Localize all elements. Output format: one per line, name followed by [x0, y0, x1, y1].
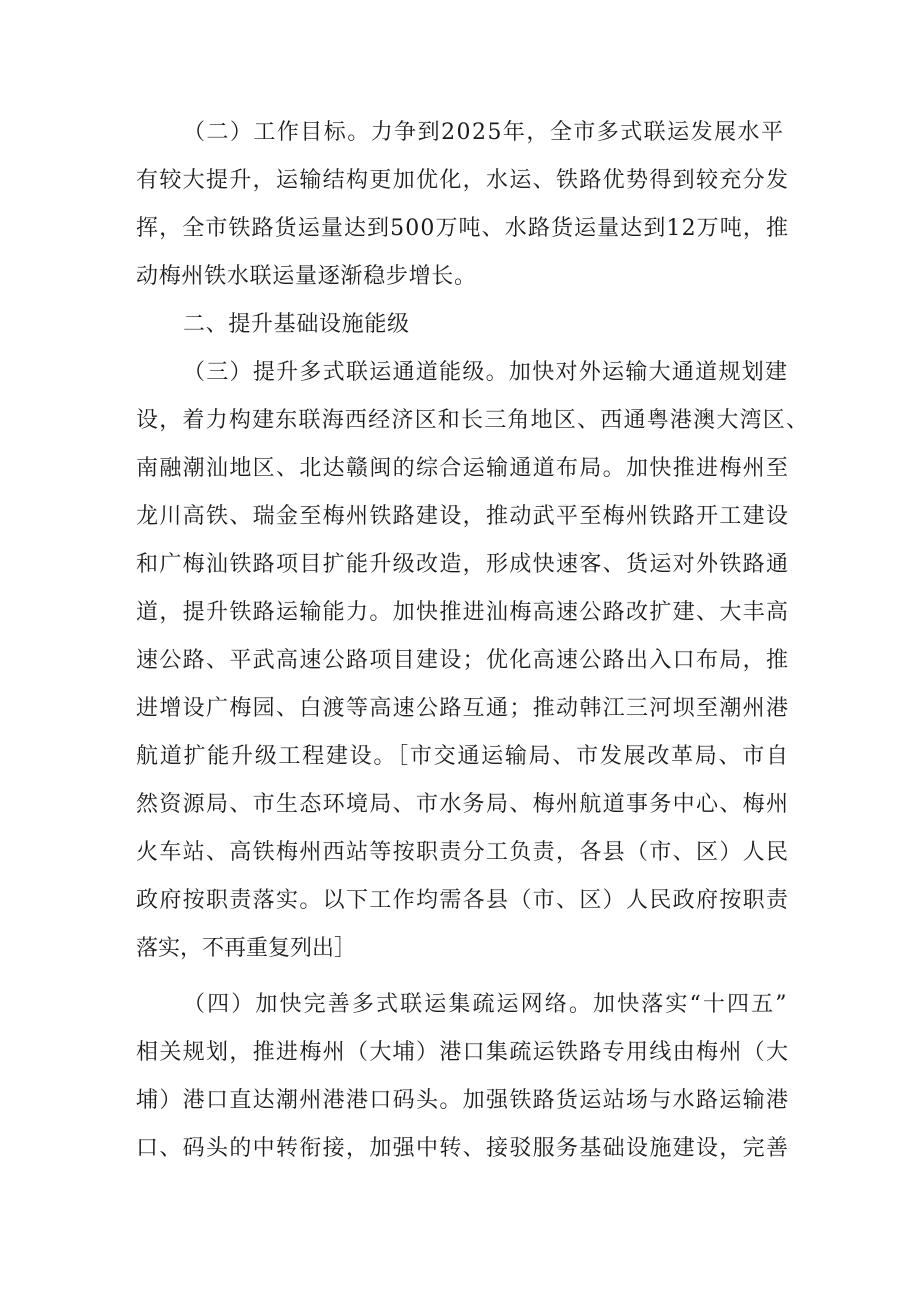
text-line: 口、码头的中转衔接，加强中转、接驳服务基础设施建设，完善 — [136, 1136, 790, 1161]
text-line: （四）加快完善多式联运集疏运网络。加快落实“十四五” — [183, 992, 789, 1017]
text-line: 动梅州铁水联运量逐渐稳步增长。 — [136, 264, 477, 289]
text-line: 埔）港口直达潮州港港口码头。加强铁路货运站场与水路运输港 — [136, 1088, 790, 1113]
text-line: 道，提升铁路运输能力。加快推进汕梅高速公路改扩建、大丰高 — [136, 600, 790, 625]
text-line: 进增设广梅园、白渡等高速公路互通；推动韩江三河坝至潮州港 — [136, 696, 790, 721]
text-line: （三）提升多式联运通道能级。加快对外运输大通道规划建 — [183, 360, 789, 385]
text-line: 落实，不再重复列出］ — [136, 936, 357, 961]
text-line: 南融潮汕地区、北达赣闽的综合运输通道布局。加快推进梅州至 — [136, 456, 790, 481]
text-line: 火车站、高铁梅州西站等按职责分工负责，各县（市、区）人民 — [136, 840, 790, 865]
text-line: 速公路、平武高速公路项目建设；优化高速公路出入口布局，推 — [136, 648, 790, 673]
text-line: 设，着力构建东联海西经济区和长三角地区、西通粤港澳大湾区、 — [136, 408, 810, 433]
text-line: 然资源局、市生态环境局、市水务局、梅州航道事务中心、梅州 — [136, 792, 790, 817]
section-heading: 二、提升基础设施能级 — [183, 312, 410, 337]
text-line: 政府按职责落实。以下工作均需各县（市、区）人民政府按职责 — [136, 888, 790, 913]
text-line: （二）工作目标。力争到2025年，全市多式联运发展水平 — [183, 120, 785, 145]
text-line: 相关规划，推进梅州（大埔）港口集疏运铁路专用线由梅州（大 — [136, 1040, 790, 1065]
text-line: 有较大提升，运输结构更加优化，水运、铁路优势得到较充分发 — [136, 168, 790, 193]
text-line: 和广梅汕铁路项目扩能升级改造，形成快速客、货运对外铁路通 — [136, 552, 790, 577]
text-line: 龙川高铁、瑞金至梅州铁路建设，推动武平至梅州铁路开工建设 — [136, 504, 790, 529]
text-line: 挥，全市铁路货运量达到500万吨、水路货运量达到12万吨，推 — [136, 216, 790, 241]
text-line: 航道扩能升级工程建设。［市交通运输局、市发展改革局、市自 — [136, 744, 790, 769]
